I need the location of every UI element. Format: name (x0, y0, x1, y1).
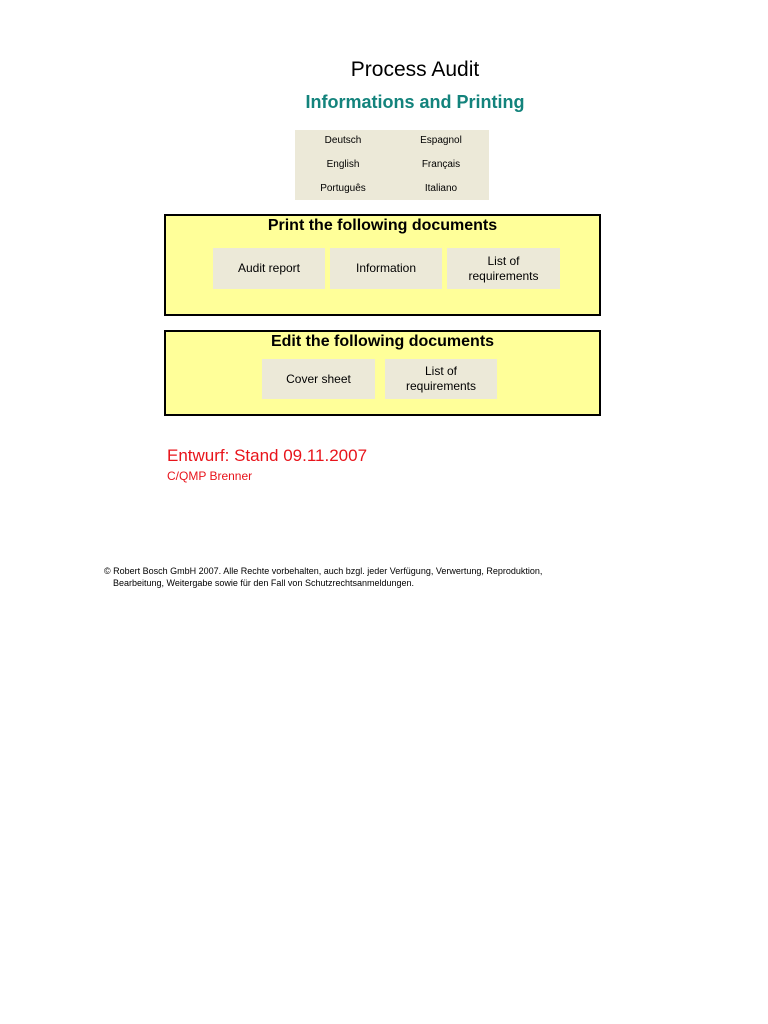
copyright-line-2: Bearbeitung, Weitergabe sowie für den Fall von Schutzrechtsanmeldungen. (113, 578, 415, 588)
page-subtitle: Informations and Printing (305, 92, 525, 112)
language-button-italiano[interactable]: Italiano (424, 183, 458, 194)
print-list-of-requirements-button[interactable]: List of requirements (447, 248, 560, 289)
draft-status: Entwurf: Stand 09.11.2007 (167, 446, 368, 465)
print-section-title: Print the following documents (267, 217, 498, 234)
edit-section-title: Edit the following documents (270, 333, 495, 350)
print-documents-box (164, 214, 601, 316)
edit-documents-box (164, 330, 601, 416)
edit-cover-sheet-button[interactable]: Cover sheet (262, 359, 375, 399)
page-title: Process Audit (350, 58, 480, 81)
language-selector (295, 130, 489, 200)
print-information-button[interactable]: Information (330, 248, 442, 289)
copyright-line-1: © Robert Bosch GmbH 2007. Alle Rechte vorbehalten, auch bzgl. jeder Verfügung, Verwertung, Reproduktion, (104, 566, 543, 576)
language-button-francais[interactable]: Français (421, 159, 461, 170)
edit-list-of-requirements-button[interactable]: List of requirements (385, 359, 497, 399)
language-button-espagnol[interactable]: Espagnol (420, 135, 462, 146)
language-button-deutsch[interactable]: Deutsch (324, 135, 362, 146)
language-button-portugues[interactable]: Português (320, 183, 366, 194)
author-label: C/QMP Brenner (167, 469, 253, 483)
language-button-english[interactable]: English (326, 159, 360, 170)
print-audit-report-button[interactable]: Audit report (213, 248, 325, 289)
copyright-notice (104, 565, 664, 589)
